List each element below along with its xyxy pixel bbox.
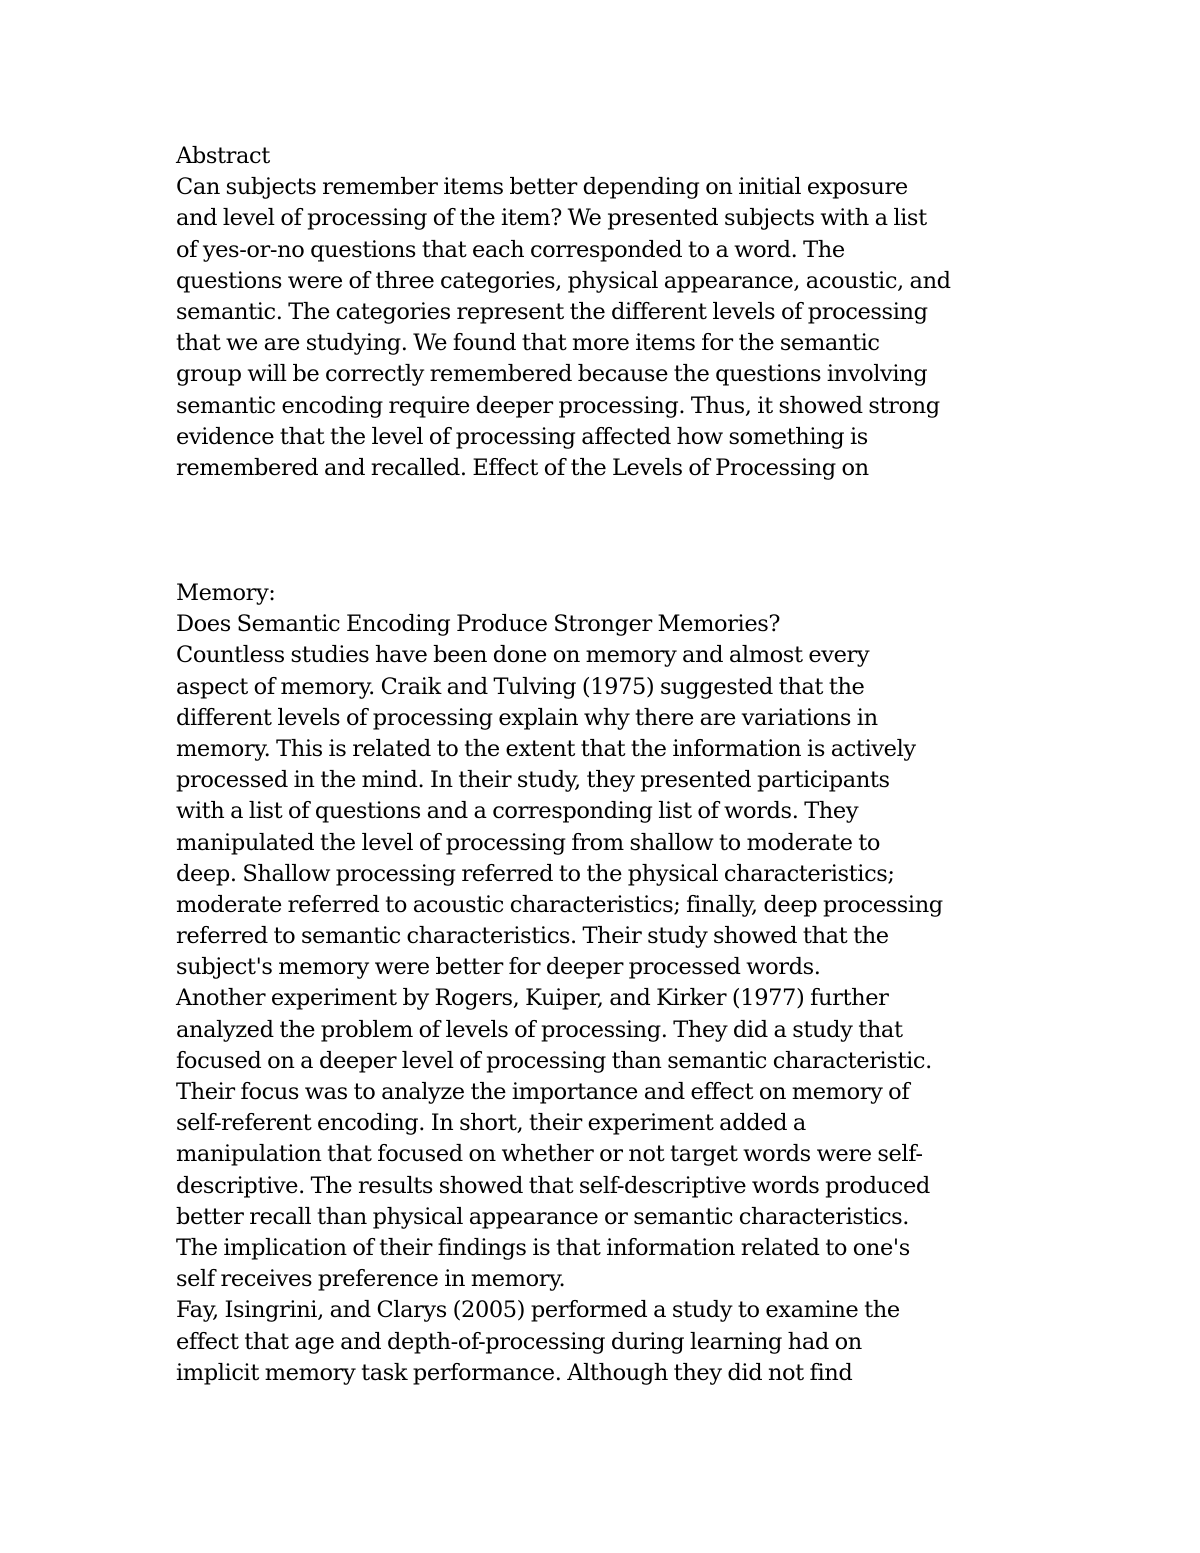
text-line: semantic encoding require deeper processing. Thus, it showed strong [176, 392, 940, 419]
text-line: evidence that the level of processing affected how something is [176, 423, 868, 450]
text-line: that we are studying. We found that more items for the semantic [176, 330, 880, 357]
text-line: Another experiment by Rogers, Kuiper, and Kirker (1977) further [176, 985, 889, 1012]
text-line: different levels of processing explain why there are variations in [176, 704, 878, 731]
text-line: The implication of their findings is that information related to one's [176, 1234, 910, 1261]
text-line: self-referent encoding. In short, their experiment added a [176, 1110, 806, 1137]
text-line: descriptive. The results showed that self-descriptive words produced [176, 1172, 930, 1199]
text-line: analyzed the problem of levels of processing. They did a study that [176, 1016, 903, 1043]
text-line: remembered and recalled. Effect of the Levels of Processing on [176, 454, 869, 481]
abstract-heading: Abstract [176, 143, 270, 169]
text-line: of yes-or-no questions that each corresponded to a word. The [176, 236, 845, 263]
body-section [176, 578, 1076, 1389]
text-line: memory. This is related to the extent that the information is actively [176, 735, 916, 762]
text-line: with a list of questions and a corresponding list of words. They [176, 798, 859, 825]
text-line: questions were of three categories, physical appearance, acoustic, and [176, 267, 951, 294]
text-line: and level of processing of the item? We presented subjects with a list [176, 205, 927, 232]
title-line: Memory: [176, 580, 276, 606]
text-line: Fay, Isingrini, and Clarys (2005) performed a study to examine the [176, 1297, 900, 1324]
text-line: implicit memory task performance. Although they did not find [176, 1359, 853, 1386]
text-line: better recall than physical appearance or semantic characteristics. [176, 1203, 910, 1230]
text-line: self receives preference in memory. [176, 1266, 566, 1293]
text-line: Countless studies have been done on memory and almost every [176, 642, 870, 669]
text-line: effect that age and depth-of-processing during learning had on [176, 1328, 862, 1355]
text-line: manipulated the level of processing from shallow to moderate to [176, 829, 881, 856]
text-line: referred to semantic characteristics. Their study showed that the [176, 923, 889, 950]
text-line: aspect of memory. Craik and Tulving (1975) suggested that the [176, 673, 865, 700]
text-line: Can subjects remember items better depending on initial exposure [176, 174, 908, 201]
text-line: Their focus was to analyze the importance and effect on memory of [176, 1079, 910, 1105]
text-line: moderate referred to acoustic characteristics; finally, deep processing [176, 891, 943, 918]
text-line: focused on a deeper level of processing than semantic characteristic. [176, 1047, 932, 1074]
text-line: processed in the mind. In their study, they presented participants [176, 767, 890, 794]
subtitle-line: Does Semantic Encoding Produce Stronger Memories? [176, 611, 781, 638]
text-line: deep. Shallow processing referred to the physical characteristics; [176, 860, 895, 887]
abstract-section [176, 141, 1076, 484]
text-line: subject's memory were better for deeper processed words. [176, 954, 821, 981]
text-line: manipulation that focused on whether or not target words were self- [176, 1141, 923, 1168]
text-line: group will be correctly remembered because the questions involving [176, 361, 928, 388]
text-line: semantic. The categories represent the different levels of processing [176, 298, 928, 325]
